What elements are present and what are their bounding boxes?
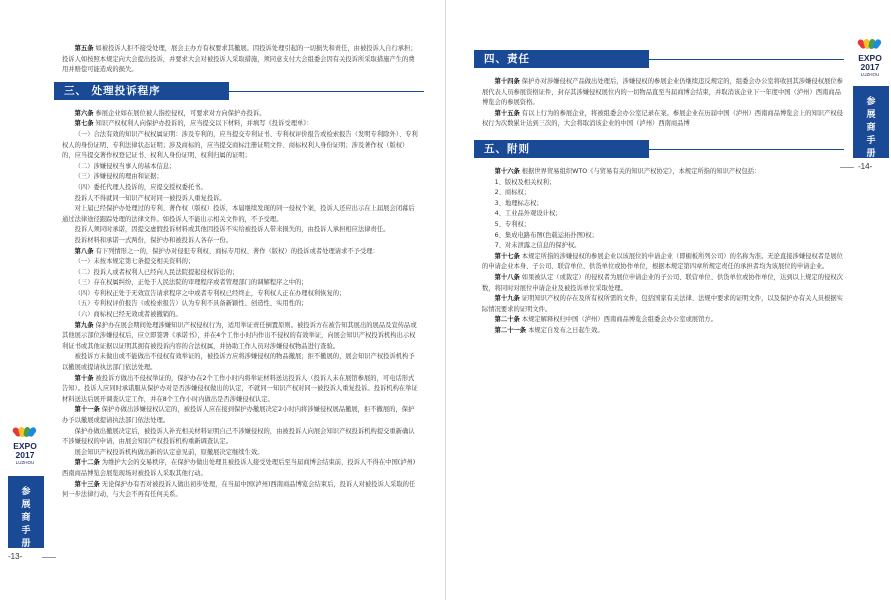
logo-year-text: 2017: [15, 450, 35, 460]
flower-logo-icon: [858, 36, 882, 54]
section-title: 五、附则: [474, 140, 649, 158]
list-item: 1、版权及相关权利；: [494, 178, 556, 186]
article-list: [62, 109, 420, 501]
list-item: 4、工业品外观设计权；: [494, 210, 562, 218]
article-paragraph: 第十三条 无论保护办有否对被投诉人做出初步处理，在当届中国(泸州)西南商品博览会结束后，投诉人对被投诉人采取的任何一步法律行动，与大会不再有任何关系。: [62, 480, 416, 499]
article-paragraph: 对上届已经保护办处理过的专利、著作权（版权）投诉，本届继续发现的同一侵权个案，投诉人还应出示在上届展会闭幕后通过法律途径跟踪处理的法律文件。如投诉人不能出示相关文件的，不予受理。: [62, 205, 415, 223]
section-title: 三、 处理投诉程序: [54, 82, 229, 100]
article-paragraph: 第二十条 本规定解释权归中国（泸州）西南商品博览会组委会办公室或展馆方。: [494, 316, 717, 324]
logo-city-text: LUZHOU: [15, 460, 35, 465]
side-tab-char: 手: [866, 136, 876, 146]
right-page-body: [482, 44, 844, 336]
side-tab-char: 展: [866, 110, 876, 120]
expo-logo: [6, 424, 44, 466]
article-paragraph: 第七条 知识产权权利人向保护办投诉的，应当提交以下材料，并填写《投诉受理单》：: [74, 120, 313, 128]
flower-logo-icon: [13, 424, 37, 442]
section-title: 四、责任: [474, 50, 649, 68]
expo-logo: [851, 36, 889, 78]
list-item: 7、对未泄露之信息的保护权。: [494, 242, 581, 250]
logo-expo-text: EXPO: [858, 53, 882, 63]
list-item: 6、集成电路布图(色载运拓扑图)权；: [494, 231, 598, 239]
side-tab: [853, 86, 889, 158]
list-item: 5、专利权；: [494, 220, 531, 228]
side-tab-char: 展: [21, 500, 31, 510]
side-tab-char: 商: [21, 513, 31, 523]
article-list: [482, 167, 844, 337]
article-paragraph: 第六条 参展企业如在展位被人指控侵权，可要求对方向保护办投诉。: [74, 109, 266, 117]
list-item: 3、地理标志权；: [494, 199, 543, 207]
article-paragraph: 第二十一条 本规定自发布之日起生效。: [494, 326, 604, 334]
article-paragraph: 投诉人不得就同一知识产权对同一被投诉人重复投诉。: [74, 194, 226, 202]
article-paragraph: 第十四条 保护办对涉嫌侵权产品做出处理后，涉嫌侵权的参展企业仍继续违反规定的，组委会办公室将收回其涉嫌侵权展位参展代表人员参展资格证件，封存其涉嫌侵权展位内的一切物品直至当届商博会结束，并取消该企业下一年度中国（泸州）西南商品博览会的参展资格。: [482, 78, 843, 107]
list-item: （一）未按本规定第七条提交相关资料的；: [74, 258, 195, 266]
list-item: （四）委托代理人投诉的，应提交授权委托书。: [74, 183, 207, 191]
article-paragraph: 第十九条 证明知识产权的存在及所有权所需的文件，包括国家有关法律、法规中要求的证明文件，以及保护办有关人员根据实际情况要求的证明文件。: [482, 295, 843, 313]
article-paragraph: 第十二条 为维护大会的交易秩序，在保护办做出处理且被投诉人接受处理后至当届商博会结束前，投诉人不得在中国(泸州)西南商品博览会展览现场对被投诉人采取其他行动。: [62, 459, 416, 477]
side-tab-char: 参: [866, 97, 876, 107]
list-item: （二）投诉人或者权利人已经向人民法院提起侵权诉讼的；: [74, 268, 239, 276]
side-tab-char: 册: [866, 149, 876, 159]
article-paragraph: 第十六条 根据世界贸易组织WTO《与贸易有关的知识产权协定》，本规定所指的知识产权包括：: [494, 167, 761, 175]
article-paragraph: 第十五条 有以上行为的参展企业，将被组委会办公室记录在案。参展企业在历届中国（泸州）西南商品博览会上的知识产权侵权行为次数累计达到三次的，大会将取消该企业的中国（泸州）西南商品博: [482, 109, 843, 128]
logo-expo-text: EXPO: [13, 441, 37, 451]
article-paragraph: 第十八条 如果被认定（或裁定）的侵权者为展位申请企业的子公司、联营单位、供货单位或协作单位，达到以上规定的侵权次数，将同时对展位申请企业及被投诉单位采取处理。: [482, 273, 843, 292]
article-paragraph: 第五条 如被投诉人拒不接受处理，展会主办方有权要求其撤展。因投诉处理引起的一切损失和责任，由被投诉人自行承担；投诉人如按照本规定向大会提出投诉，并要求大会对被投诉人采取措施，须同意支付大会组委会因有关投诉所采取措施产生的费用并赔偿可能造成的损失。: [62, 45, 417, 74]
page-number: -14-: [858, 162, 873, 171]
side-tab-char: 册: [21, 539, 31, 549]
article-paragraph: 被投诉方未做出或不能做出不侵权有效举证的，被投诉方应将涉嫌侵权的物品撤展；拒不撤展的，展会知识产权投诉机构予以撤展或提请执法部门依法处理。: [62, 353, 415, 372]
list-item: （二）涉嫌侵权当事人的基本信息；: [74, 162, 176, 170]
list-item: （三）存在权属纠纷，正处于人民法院的审理程序或者管理部门的调解程序之中的；: [74, 279, 308, 287]
list-item: （六）商标权已经无效或者被撤销的。: [74, 311, 182, 319]
list-item: （一）合法有效的知识产权权属证明：涉及专利的，应当提交专利证书、专利权评价报告或检索报告（发明专利除外）、专利权人的身份证明、专利法律状态证明；涉及商标的，应当提交商标注册证明文件、商标权利人身份证明；涉及著作权（版权）的，应当提交著作权登记证书、权利人身份证明、权利归属的证明；: [62, 130, 418, 160]
side-tab-char: 参: [21, 487, 31, 497]
page-number: -13-: [8, 552, 23, 561]
article-paragraph: 第九条 保护办在展会期间处理涉嫌知识产权侵权行为，适用举证责任倒置原则。被投诉方在被告知其展出的展品及宣传品或其他展示部位涉嫌侵权后，应立即签署《承诺书》，并在4个工作小时内作出不侵权的有效举证，向展会知识产权投诉机构出示权利证书或其他证据以证明其拥有被投诉内容的合法权属，并协助工作人员对涉嫌侵权物品进行查验。: [62, 321, 417, 350]
article-list: [482, 77, 844, 130]
article-paragraph: 保护办做出撤展决定后，被投诉人补充相关材料证明自己不涉嫌侵权的，由被投诉人向展会知识产权投诉机构提交重新确认不涉嫌侵权的申请，由展会知识产权投诉机构重新调查认定。: [62, 427, 415, 446]
list-item: 2、商标权；: [494, 189, 531, 197]
list-item: （五）专利权评价报告（或检索报告）认为专利不具备新颖性、创造性、实用性的；: [74, 300, 308, 308]
article-paragraph: 投诉材料和承诺一式两份，保护办和被投诉人各存一份。: [74, 236, 233, 244]
list-item: （四）专利权正处于无效宣告请求程序之中或者专利权已经终止，专利权人正在办理权利恢复的；: [74, 289, 346, 297]
left-page-body: [62, 44, 420, 501]
article-paragraph: 第十一条 保护办做出涉嫌侵权认定的，被投诉人应在接到保护办撤展决定2小时内将涉嫌侵权展品撤展，拒不撤展的，保护办予以撤展或提请执法部门依法处理。: [62, 406, 415, 424]
side-tab: [8, 476, 44, 548]
article-paragraph: 第八条 有下列情形之一的，保护办对侵犯专利权、商标专用权、著作（版权）的投诉或者处理请求不予受理：: [74, 247, 379, 255]
article-paragraph: 投诉人须同时承诺，因提交虚假投诉材料或其他因投诉不实给被投诉人带来损失的，由投诉人承担相应法律责任。: [74, 226, 390, 234]
article-paragraph: 第十七条 本规定所指的涉嫌侵权的参展企业以该展位的申请企业（即楣板所列公司）的名称为准。无论直接涉嫌侵权者是展位的申请企业本身、子公司、联营单位、供货单位或协作单位，根据本规定第四章所规定责任的承担者均为该展位的申请企业。: [482, 252, 843, 271]
intro-text: [62, 44, 420, 76]
right-page: [446, 0, 891, 600]
left-page: [0, 0, 445, 600]
article-paragraph: 第十条 被投诉方做出不侵权举证的，保护办在2个工作小时内将举证材料送达投诉人（投诉人未在展馆参展的，可电话形式告知）。投诉人应同时承诺服从保护办对是否涉嫌侵权做出的认定，不就同一知识产权对同一被投诉人重复投诉。投诉机构在举证材料送达后展开调查认定工作，并在8个工作小时内做出是否涉嫌侵权认定。: [62, 374, 418, 403]
side-tab-char: 手: [21, 526, 31, 536]
list-item: （三）涉嫌侵权的理由和证据；: [74, 173, 163, 181]
logo-year-text: 2017: [860, 62, 880, 72]
logo-city-text: LUZHOU: [860, 72, 880, 77]
article-paragraph: 展会知识产权投诉机构做出新的认定意见前，原撤展决定继续生效。: [74, 448, 264, 456]
side-tab-char: 商: [866, 123, 876, 133]
